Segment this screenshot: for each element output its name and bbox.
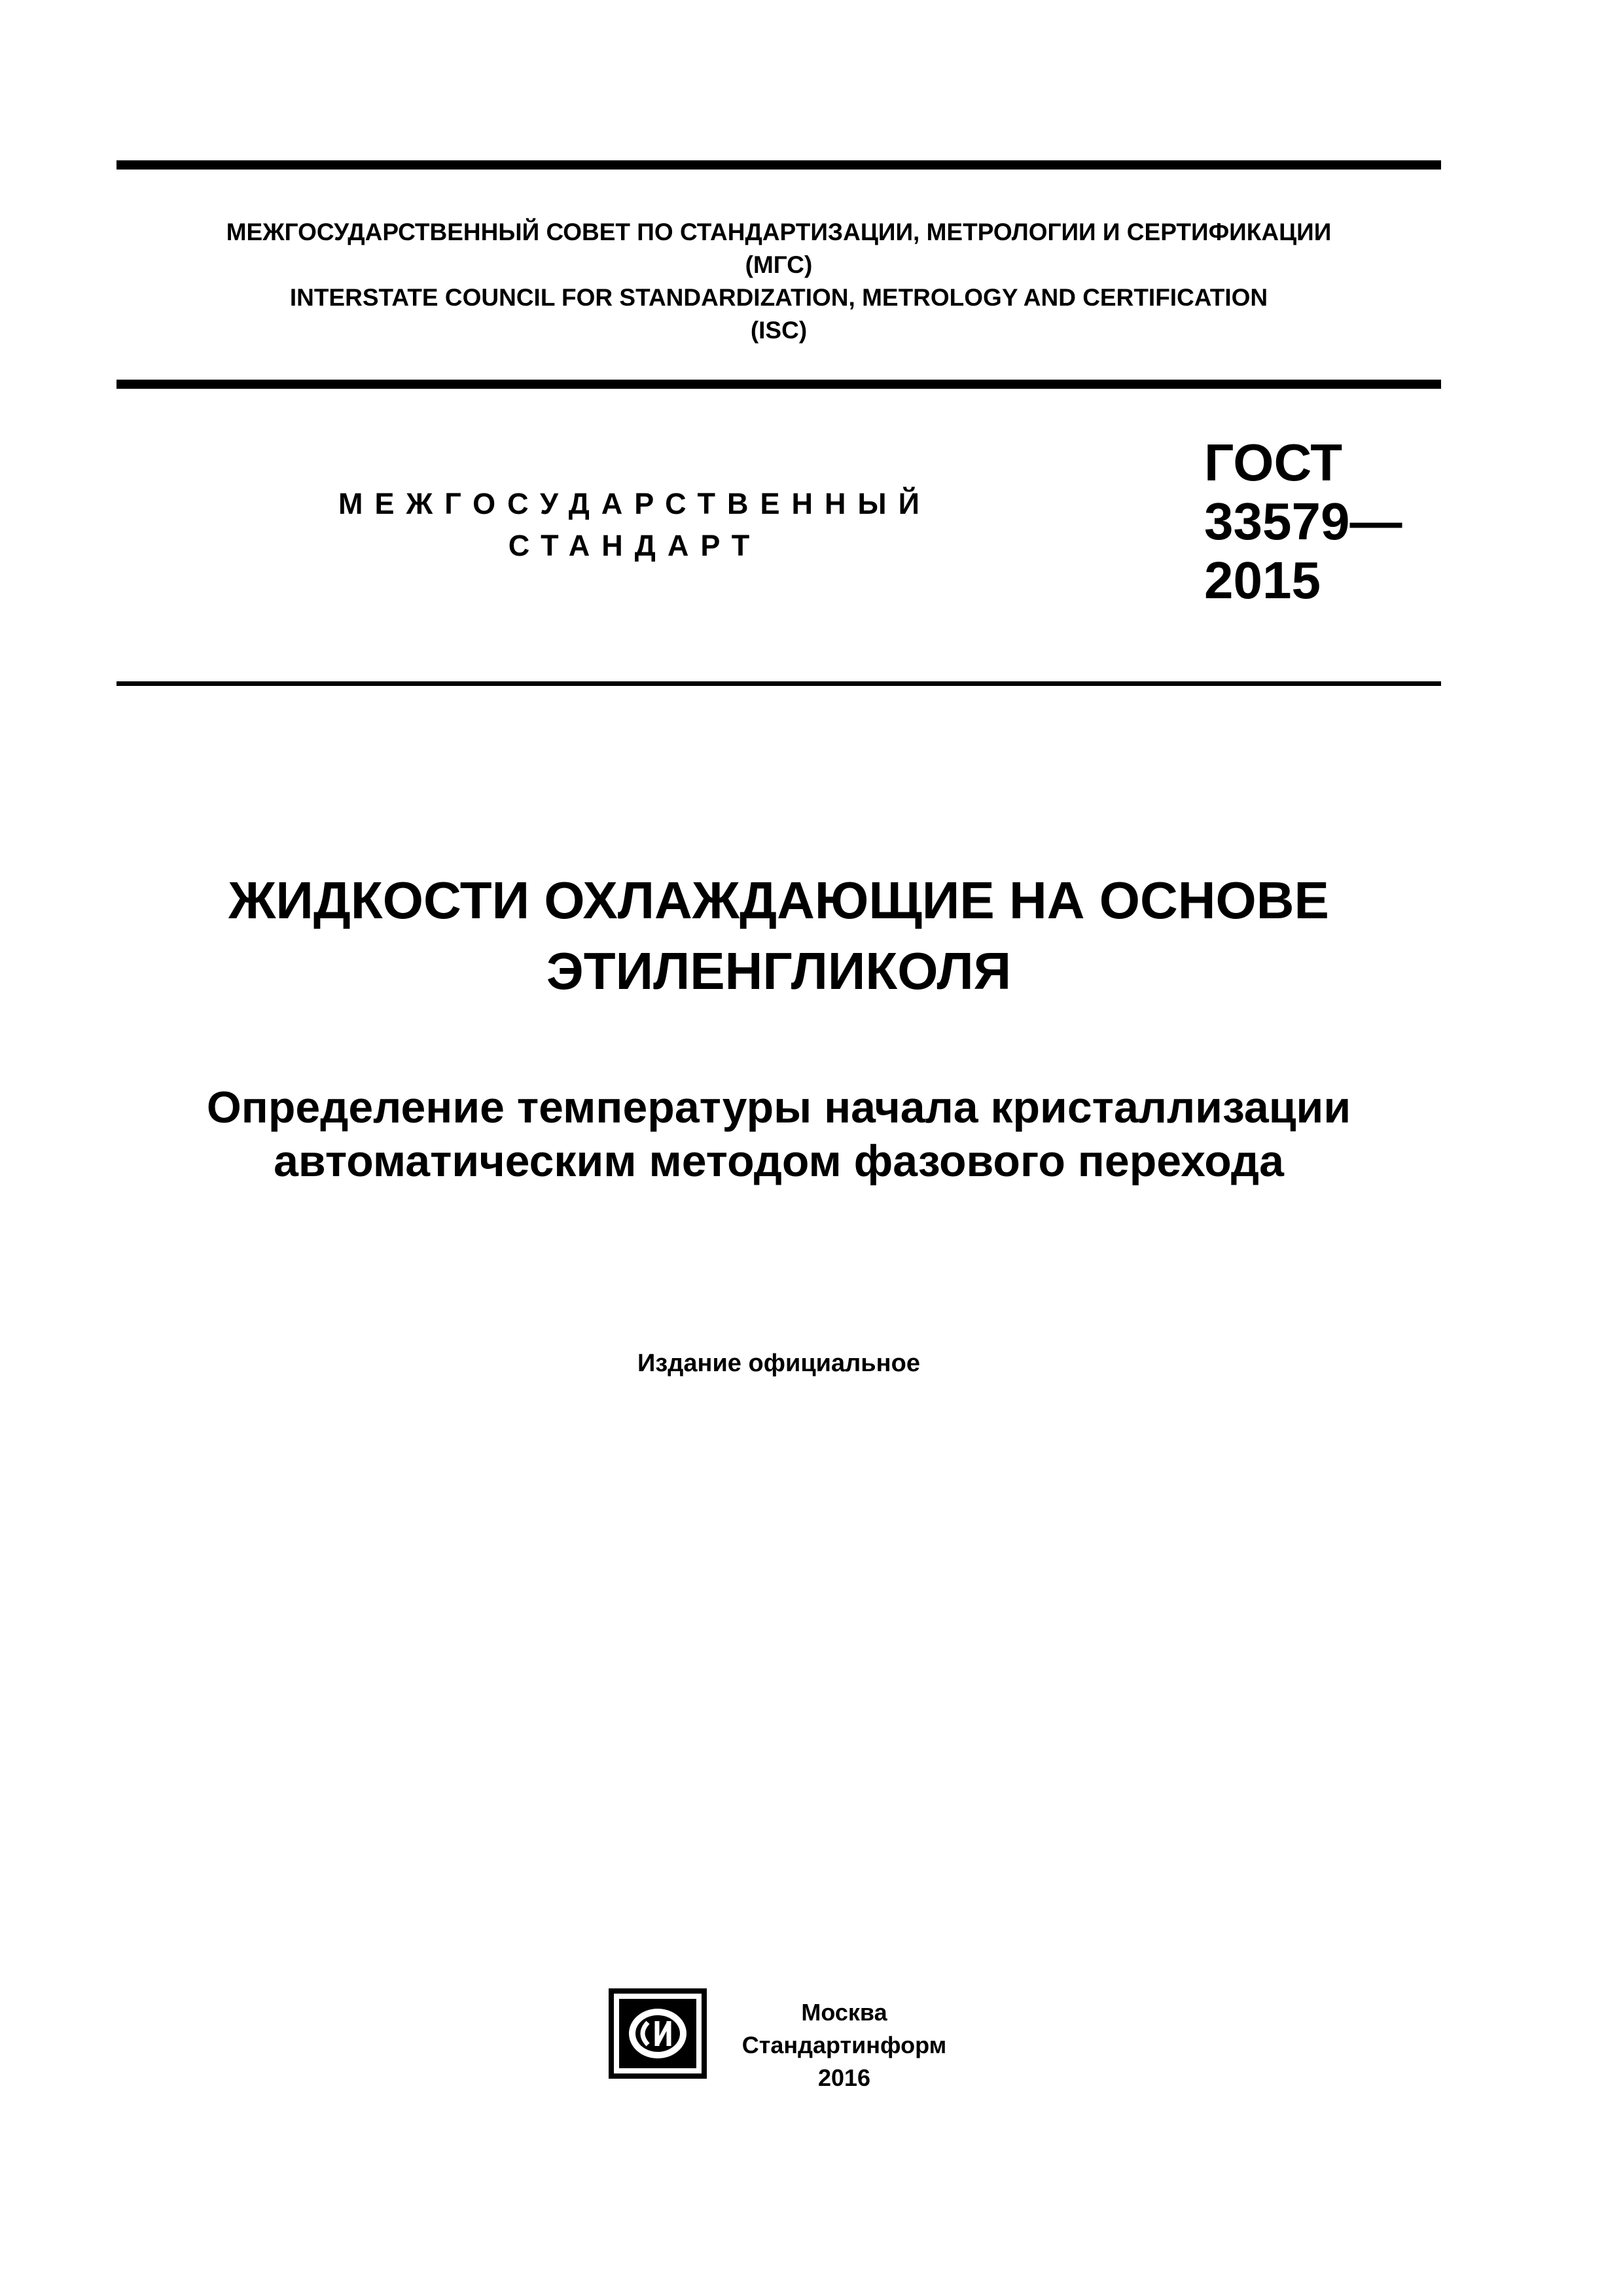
gost-label: ГОСТ [1204,433,1343,492]
council-name-en: INTERSTATE COUNCIL FOR STANDARDIZATION, METROLOGY AND CERTIFICATION [289,284,1268,311]
standard-kind-line1: МЕЖГОСУДАРСТВЕННЫЙ [338,487,931,520]
council-name-ru: МЕЖГОСУДАРСТВЕННЫЙ СОВЕТ ПО СТАНДАРТИЗАЦИИ, МЕТРОЛОГИИ И СЕРТИФИКАЦИИ [226,219,1332,245]
standard-kind-line2: СТАНДАРТ [508,529,762,562]
edition-note: Издание официальное [637,1350,920,1377]
document-subtitle-line1: Определение температуры начала кристаллизации [206,1083,1351,1132]
publisher-year: 2016 [817,2064,871,2091]
standartinform-logo-icon [609,1988,707,2079]
top-rule [116,160,1441,170]
publisher-name: Стандартинформ [741,2032,947,2058]
standard-kind [314,483,955,567]
publisher-city: Москва [801,1999,887,2026]
document-subtitle [116,1081,1441,1188]
middle-rule [116,380,1441,389]
document-title [116,865,1441,1007]
document-subtitle-line2: автоматическим методом фазового перехода [274,1136,1284,1186]
document-title-line2: ЭТИЛЕНГЛИКОЛЯ [546,942,1012,1000]
gost-year: 2015 [1204,551,1321,609]
document-title-line1: ЖИДКОСТИ ОХЛАЖДАЮЩИЕ НА ОСНОВЕ [228,871,1329,929]
publisher-block [720,1996,969,2094]
gost-number: 33579— [1204,492,1402,550]
bottom-rule [116,681,1441,686]
council-header [116,216,1441,347]
council-abbr-en: (ISC) [750,317,808,344]
gost-designation [1204,433,1402,610]
council-abbr-ru: (МГС) [745,251,813,278]
